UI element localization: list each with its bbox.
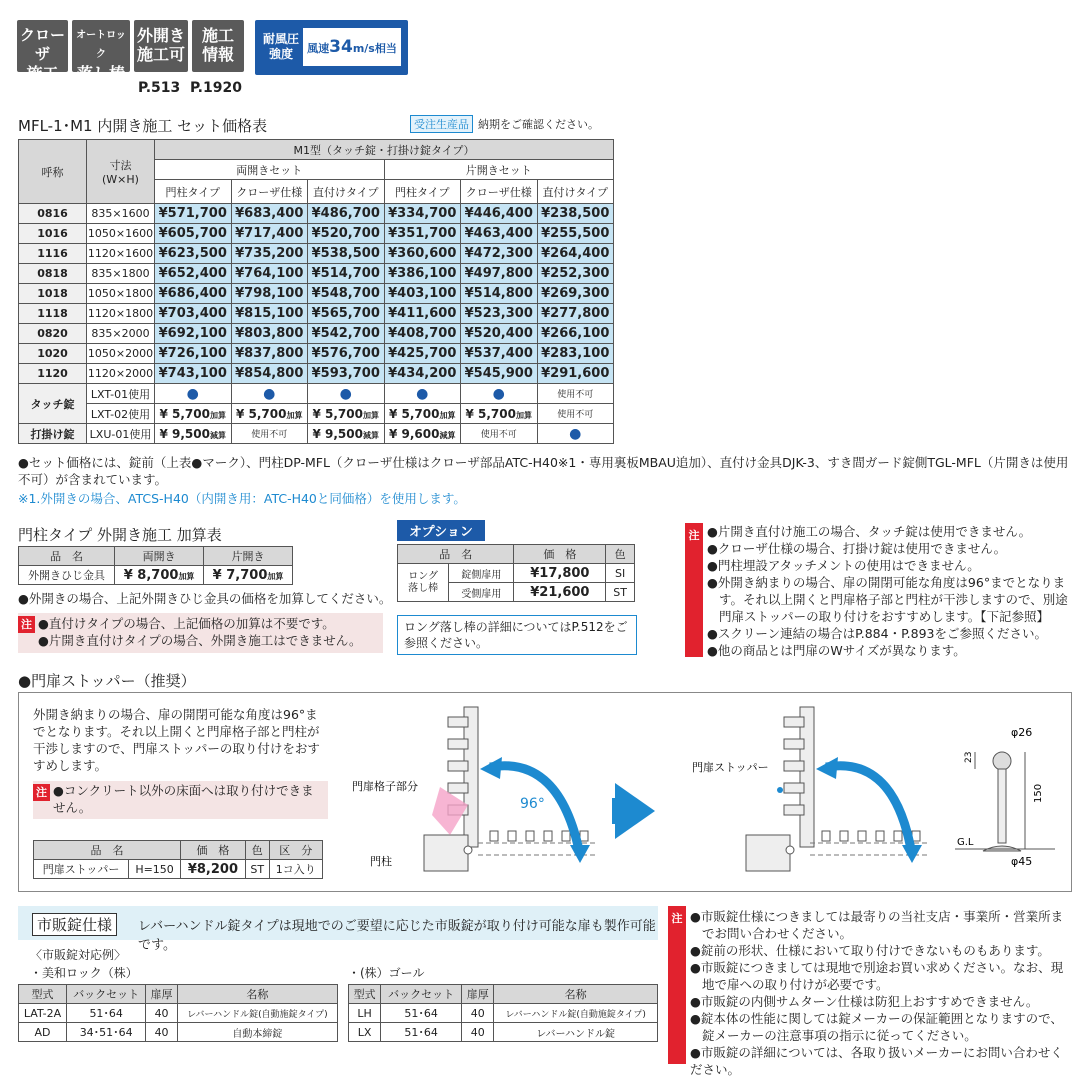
lbl-stopper: 門扉ストッパー: [692, 761, 769, 774]
price-row: [19, 224, 614, 244]
row-price: ¥497,800: [461, 264, 538, 284]
opt-h-color: 色: [606, 545, 635, 564]
lxt02-4: ¥ 5,700加算: [461, 404, 538, 424]
row-price: ¥735,200: [231, 244, 308, 264]
row-price: ¥576,700: [308, 344, 385, 364]
lxu01-na-1: 使用不可: [231, 424, 308, 444]
miwa-0-name: レバーハンドル錠(自動施錠タイプ): [177, 1004, 337, 1023]
miwa-table: [18, 984, 338, 1042]
row-price: ¥815,100: [231, 304, 308, 324]
price-row: [19, 364, 614, 384]
row-price: ¥692,100: [155, 324, 232, 344]
row-price: ¥703,400: [155, 304, 232, 324]
tag-closer-l1: クローザ: [19, 26, 65, 63]
row-size: 1120×2000: [87, 364, 155, 384]
stopper-desc: 外開き納まりの場合、扉の開閉可能な角度は96°までとなります。それ以上開くと門扉格子部と門柱が干渉しますので、門扉ストッパーの取り付けをおすすめします。: [33, 707, 320, 773]
dim-150: 150: [1033, 783, 1044, 803]
row-price: ¥360,600: [384, 244, 461, 264]
row-price: ¥520,400: [461, 324, 538, 344]
page-refs: P.513 P.1920: [138, 80, 242, 96]
row-price: ¥593,700: [308, 364, 385, 384]
row-price: ¥486,700: [308, 204, 385, 224]
right-note-0: ●片開き直付け施工の場合、タッチ錠は使用できません。: [707, 524, 1032, 539]
right-note-5: ●他の商品とは門扉のWサイズが異なります。: [707, 643, 966, 658]
badge-note: 納期をご確認ください。: [478, 118, 599, 131]
arrow-stem: [612, 798, 620, 824]
miwa-h-model: 型式: [19, 985, 67, 1004]
st-h-color: 色: [245, 841, 269, 860]
stopper-title: ●門扉ストッパー（推奨）: [18, 672, 196, 690]
row-price: ¥277,800: [537, 304, 614, 324]
right-note-4: ●スクリーン連結の場合はP.884・P.893をご参照ください。: [707, 626, 1048, 641]
option-title: オプション: [397, 520, 485, 541]
caution-icon: 注: [18, 616, 35, 633]
tag-autolock-l1: オートロック: [76, 30, 126, 60]
price-row: [19, 344, 614, 364]
miwa-h-name: 名称: [177, 985, 337, 1004]
main-note-2: ※1.外開きの場合、ATCS-H40（内開き用：ATC-H40と同価格）を使用します。: [18, 491, 466, 506]
opt-r2-color: ST: [606, 583, 635, 602]
option-table: [397, 544, 635, 602]
row-price: ¥726,100: [155, 344, 232, 364]
row-price: ¥523,300: [461, 304, 538, 324]
tag-autolock: [72, 20, 130, 83]
tag-autolock-l2: 落し棒: [76, 64, 125, 83]
touch-lock-label: タッチ錠: [19, 384, 87, 424]
outer-double: ¥ 8,700加算: [115, 566, 204, 585]
row-size: 1050×2000: [87, 344, 155, 364]
price-row: [19, 244, 614, 264]
price-row: [19, 204, 614, 224]
row-price: ¥683,400: [231, 204, 308, 224]
miwa-1-name: 自動本締錠: [177, 1023, 337, 1042]
option-ref: ロング落し棒の詳細についてはP.512をご参照ください。: [397, 615, 637, 655]
wind-value: 風速34m/s相当: [303, 28, 401, 66]
right-note-1: ●クローザ仕様の場合、打掛け錠は使用できません。: [707, 541, 1007, 556]
row-price: ¥803,800: [231, 324, 308, 344]
arrow-icon: [615, 783, 655, 839]
market-note-1: ●錠前の形状、仕様において取り付けできないものもあります。: [690, 943, 1050, 958]
lxt02-3: ¥ 5,700加算: [384, 404, 461, 424]
stopper-caution-text: ●コンクリート以外の床面へは取り付けできません。: [53, 783, 314, 815]
uchikake-label: 打掛け錠: [19, 424, 87, 444]
row-price: ¥652,400: [155, 264, 232, 284]
group-header: M1型（タッチ錠・打掛け錠タイプ）: [155, 140, 614, 160]
row-price: ¥538,500: [308, 244, 385, 264]
row-name: 1018: [19, 284, 87, 304]
subcol-0: 門柱タイプ: [155, 180, 232, 204]
tag-outward-l1: 外開き: [136, 26, 185, 45]
row-price: ¥565,700: [308, 304, 385, 324]
stopper-table: [33, 840, 323, 879]
row-price: ¥571,700: [155, 204, 232, 224]
market-note-5: ●市販錠の詳細については、各取り扱いメーカーにお問い合わせください。: [690, 1045, 1063, 1077]
st-item: 門扉ストッパー: [34, 860, 129, 879]
lxu01-3: ¥ 9,600減算: [384, 424, 461, 444]
opt-item: ロング 落し棒: [398, 564, 449, 602]
lxu01-label: LXU-01使用: [87, 424, 155, 444]
outer-table: [18, 546, 293, 585]
row-price: ¥548,700: [308, 284, 385, 304]
lxt01-dot-4: ●: [461, 384, 538, 404]
outer-single: ¥ 7,700加算: [204, 566, 293, 585]
lxt02-2: ¥ 5,700加算: [308, 404, 385, 424]
stopper-caution-icon: 注: [33, 784, 50, 801]
row-price: ¥537,400: [461, 344, 538, 364]
row-price: ¥542,700: [308, 324, 385, 344]
miwa-h-thick: 扉厚: [146, 985, 177, 1004]
row-price: ¥434,200: [384, 364, 461, 384]
st-color: ST: [245, 860, 269, 879]
lxt02-na: 使用不可: [537, 404, 614, 424]
goal-h-model: 型式: [349, 985, 381, 1004]
maker-goal: ・(株）ゴール: [348, 966, 425, 980]
opt-r1-sub: 錠側扉用: [449, 564, 514, 583]
goal-1-model: LX: [349, 1023, 381, 1042]
miwa-1-thick: 40: [146, 1023, 177, 1042]
row-name: 0820: [19, 324, 87, 344]
dim-gl: G.L: [957, 837, 974, 848]
row-size: 1050×1800: [87, 284, 155, 304]
row-size: 1050×1600: [87, 224, 155, 244]
dim-bottom: φ45: [1011, 855, 1033, 868]
row-price: ¥717,400: [231, 224, 308, 244]
opt-r2-price: ¥21,600: [514, 583, 606, 602]
goal-0-backset: 51･64: [381, 1004, 462, 1023]
lxt01-label: LXT-01使用: [87, 384, 155, 404]
row-price: ¥472,300: [461, 244, 538, 264]
row-size: 835×1600: [87, 204, 155, 224]
price-row: [19, 284, 614, 304]
row-price: ¥743,100: [155, 364, 232, 384]
outer-chu-2: ●片開き直付けタイプの場合、外開き施工はできません。: [38, 633, 362, 648]
goal-h-backset: バックセット: [381, 985, 462, 1004]
price-row: [19, 324, 614, 344]
row-price: ¥266,100: [537, 324, 614, 344]
row-size: 1120×1800: [87, 304, 155, 324]
row-price: ¥411,600: [384, 304, 461, 324]
row-price: ¥238,500: [537, 204, 614, 224]
subcol-1: クローザ仕様: [231, 180, 308, 204]
lxu01-dot-5: ●: [537, 424, 614, 444]
row-price: ¥283,100: [537, 344, 614, 364]
subcol-3: 門柱タイプ: [384, 180, 461, 204]
dim-23: 23: [964, 751, 974, 763]
maker-miwa: ・美和ロック（株）: [30, 966, 138, 980]
row-price: ¥291,600: [537, 364, 614, 384]
lxu01-0: ¥ 9,500減算: [155, 424, 232, 444]
goal-h-thick: 扉厚: [462, 985, 494, 1004]
miwa-0-backset: 51･64: [67, 1004, 146, 1023]
row-price: ¥514,800: [461, 284, 538, 304]
row-name: 0818: [19, 264, 87, 284]
outer-item: 外開きひじ金具: [19, 566, 115, 585]
st-size: H=150: [129, 860, 181, 879]
outer-caution: [18, 613, 383, 653]
row-name: 1118: [19, 304, 87, 324]
st-price: ¥8,200: [180, 860, 245, 879]
right-notes: [685, 523, 1075, 657]
row-size: 1120×1600: [87, 244, 155, 264]
row-price: ¥386,100: [384, 264, 461, 284]
row-price: ¥764,100: [231, 264, 308, 284]
lxt01-dot-2: ●: [308, 384, 385, 404]
gate-diagram-before: [340, 695, 610, 885]
tag-construction-l1: 施工: [201, 26, 234, 45]
lxu01-na-4: 使用不可: [461, 424, 538, 444]
price-row: [19, 264, 614, 284]
goal-1-thick: 40: [462, 1023, 494, 1042]
goal-h-name: 名称: [494, 985, 658, 1004]
col-name-header: 呼称: [19, 140, 87, 204]
single-header: 片開きセット: [384, 160, 614, 180]
miwa-h-backset: バックセット: [67, 985, 146, 1004]
lbl-post: 門柱: [370, 855, 392, 868]
right-notes-bar: 注: [685, 523, 703, 657]
market-notes-body: [690, 908, 1070, 1078]
miwa-1-model: AD: [19, 1023, 67, 1042]
lxt01-dot-0: ●: [155, 384, 232, 404]
row-name: 1016: [19, 224, 87, 244]
row-price: ¥334,700: [384, 204, 461, 224]
row-price: ¥837,800: [231, 344, 308, 364]
stopper-drawing: [945, 715, 1065, 875]
market-subtitle: レバーハンドル錠タイプは現地でのご要望に応じた市販錠が取り付け可能な扉も製作可能です。: [138, 919, 656, 953]
price-table-title: MFL-1･M1 内開き施工 セット価格表: [18, 117, 268, 135]
row-name: 1120: [19, 364, 87, 384]
row-size: 835×2000: [87, 324, 155, 344]
row-price: ¥605,700: [155, 224, 232, 244]
dim-top: φ26: [1011, 726, 1033, 739]
lxt01-na: 使用不可: [537, 384, 614, 404]
row-price: ¥798,100: [231, 284, 308, 304]
tag-outward-l2: 施工可: [136, 45, 185, 64]
row-price: ¥255,500: [537, 224, 614, 244]
outer-h-single: 片開き: [204, 547, 293, 566]
row-price: ¥514,700: [308, 264, 385, 284]
market-note-0: ●市販錠仕様につきましては最寄りの当社支店・事業所・営業所までお問い合わせください。: [690, 909, 1064, 941]
goal-1-backset: 51･64: [381, 1023, 462, 1042]
row-name: 0816: [19, 204, 87, 224]
st-h-price: 価 格: [180, 841, 245, 860]
wind-resistance-badge: [255, 20, 408, 75]
row-price: ¥686,400: [155, 284, 232, 304]
subcol-4: クローザ仕様: [461, 180, 538, 204]
main-note-1: ●セット価格には、錠前（上表●マーク）、門柱DP-MFL（クローザ仕様はクローザ部品ATC-H40※1・専用裏板MBAU追加）、直付け金具DJK-3、すき間ガード錠側TGL-MFL（片開きは使用不可）が含まれています。: [18, 455, 1069, 487]
right-notes-body: [707, 523, 1072, 659]
opt-h-name: 品 名: [398, 545, 514, 564]
lxu01-2: ¥ 9,500減算: [308, 424, 385, 444]
market-title: 市販錠仕様: [32, 913, 117, 936]
price-row: [19, 304, 614, 324]
goal-1-name: レバーハンドル錠: [494, 1023, 658, 1042]
col-size-header: 寸法 (W×H): [87, 140, 155, 204]
row-price: ¥623,500: [155, 244, 232, 264]
market-notes-bar: 注: [668, 906, 686, 1064]
row-price: ¥854,800: [231, 364, 308, 384]
goal-0-name: レバーハンドル錠(自動施錠タイプ): [494, 1004, 658, 1023]
outer-h-double: 両開き: [115, 547, 204, 566]
st-h-name: 品 名: [34, 841, 181, 860]
right-note-3: ●外開き納まりの場合、扉の開閉可能な角度は96°までとなります。それ以上開くと門扉格子部と門柱が干渉しますので、別途門扉ストッパーの取り付けをおすすめします。【下記参照】: [707, 575, 1068, 624]
lxt02-1: ¥ 5,700加算: [231, 404, 308, 424]
tag-closer: [17, 20, 68, 83]
row-price: ¥252,300: [537, 264, 614, 284]
market-note-3: ●市販錠の内側サムターン仕様は防犯上おすすめできません。: [690, 994, 1039, 1009]
goal-0-model: LH: [349, 1004, 381, 1023]
row-price: ¥520,700: [308, 224, 385, 244]
market-notes: [668, 906, 1073, 1077]
lxt01-dot-3: ●: [384, 384, 461, 404]
miwa-1-backset: 34･51･64: [67, 1023, 146, 1042]
row-name: 1116: [19, 244, 87, 264]
row-size: 835×1800: [87, 264, 155, 284]
lxt01-dot-1: ●: [231, 384, 308, 404]
lxt02-label: LXT-02使用: [87, 404, 155, 424]
row-name: 1020: [19, 344, 87, 364]
stopper-caution: [33, 781, 328, 819]
double-header: 両開きセット: [155, 160, 385, 180]
row-price: ¥408,700: [384, 324, 461, 344]
market-note-2: ●市販錠につきましては現地で別途お買い求めください。なお、現地で扉への取り付けが必要です。: [690, 960, 1064, 992]
row-price: ¥446,400: [461, 204, 538, 224]
miwa-0-thick: 40: [146, 1004, 177, 1023]
wind-label: 耐風圧 強度: [262, 32, 299, 61]
opt-r1-color: SI: [606, 564, 635, 583]
price-table: [18, 139, 614, 444]
tag-construction-l2: 情報: [201, 45, 234, 64]
market-note-4: ●錠本体の性能に関しては錠メーカーの保証範囲となりますので、錠メーカーの注意事項の指示に従ってください。: [690, 1011, 1063, 1043]
row-price: ¥264,400: [537, 244, 614, 264]
subcol-5: 直付けタイプ: [537, 180, 614, 204]
lbl-lattice: 門扉格子部分: [352, 780, 418, 793]
st-unit: 1コ入り: [269, 860, 323, 879]
row-price: ¥351,700: [384, 224, 461, 244]
outer-chu-1: ●直付けタイプの場合、上記価格の加算は不要です。: [38, 616, 335, 631]
right-note-2: ●門柱埋設アタッチメントの使用はできません。: [707, 558, 980, 573]
row-price: ¥463,400: [461, 224, 538, 244]
row-price: ¥403,100: [384, 284, 461, 304]
market-examples: 〈市販錠対応例〉: [30, 948, 127, 962]
row-price: ¥545,900: [461, 364, 538, 384]
miwa-0-model: LAT-2A: [19, 1004, 67, 1023]
goal-table: [348, 984, 658, 1042]
lxt02-0: ¥ 5,700加算: [155, 404, 232, 424]
made-to-order-badge: 受注生産品: [410, 115, 473, 133]
st-h-unit: 区 分: [269, 841, 323, 860]
outer-note: ●外開きの場合、上記外開きひじ金具の価格を加算してください。: [18, 591, 392, 606]
opt-h-price: 価 格: [514, 545, 606, 564]
outer-table-title: 門柱タイプ 外開き施工 加算表: [18, 526, 222, 544]
tag-closer-l2: 施工: [26, 64, 59, 83]
subcol-2: 直付けタイプ: [308, 180, 385, 204]
row-price: ¥269,300: [537, 284, 614, 304]
tag-construction: [192, 20, 244, 72]
tag-outward: [134, 20, 188, 72]
lbl-angle: 96°: [520, 796, 545, 812]
opt-r1-price: ¥17,800: [514, 564, 606, 583]
outer-h-name: 品 名: [19, 547, 115, 566]
gate-diagram-after: [680, 695, 940, 885]
row-price: ¥425,700: [384, 344, 461, 364]
opt-r2-sub: 受側扉用: [449, 583, 514, 602]
goal-0-thick: 40: [462, 1004, 494, 1023]
